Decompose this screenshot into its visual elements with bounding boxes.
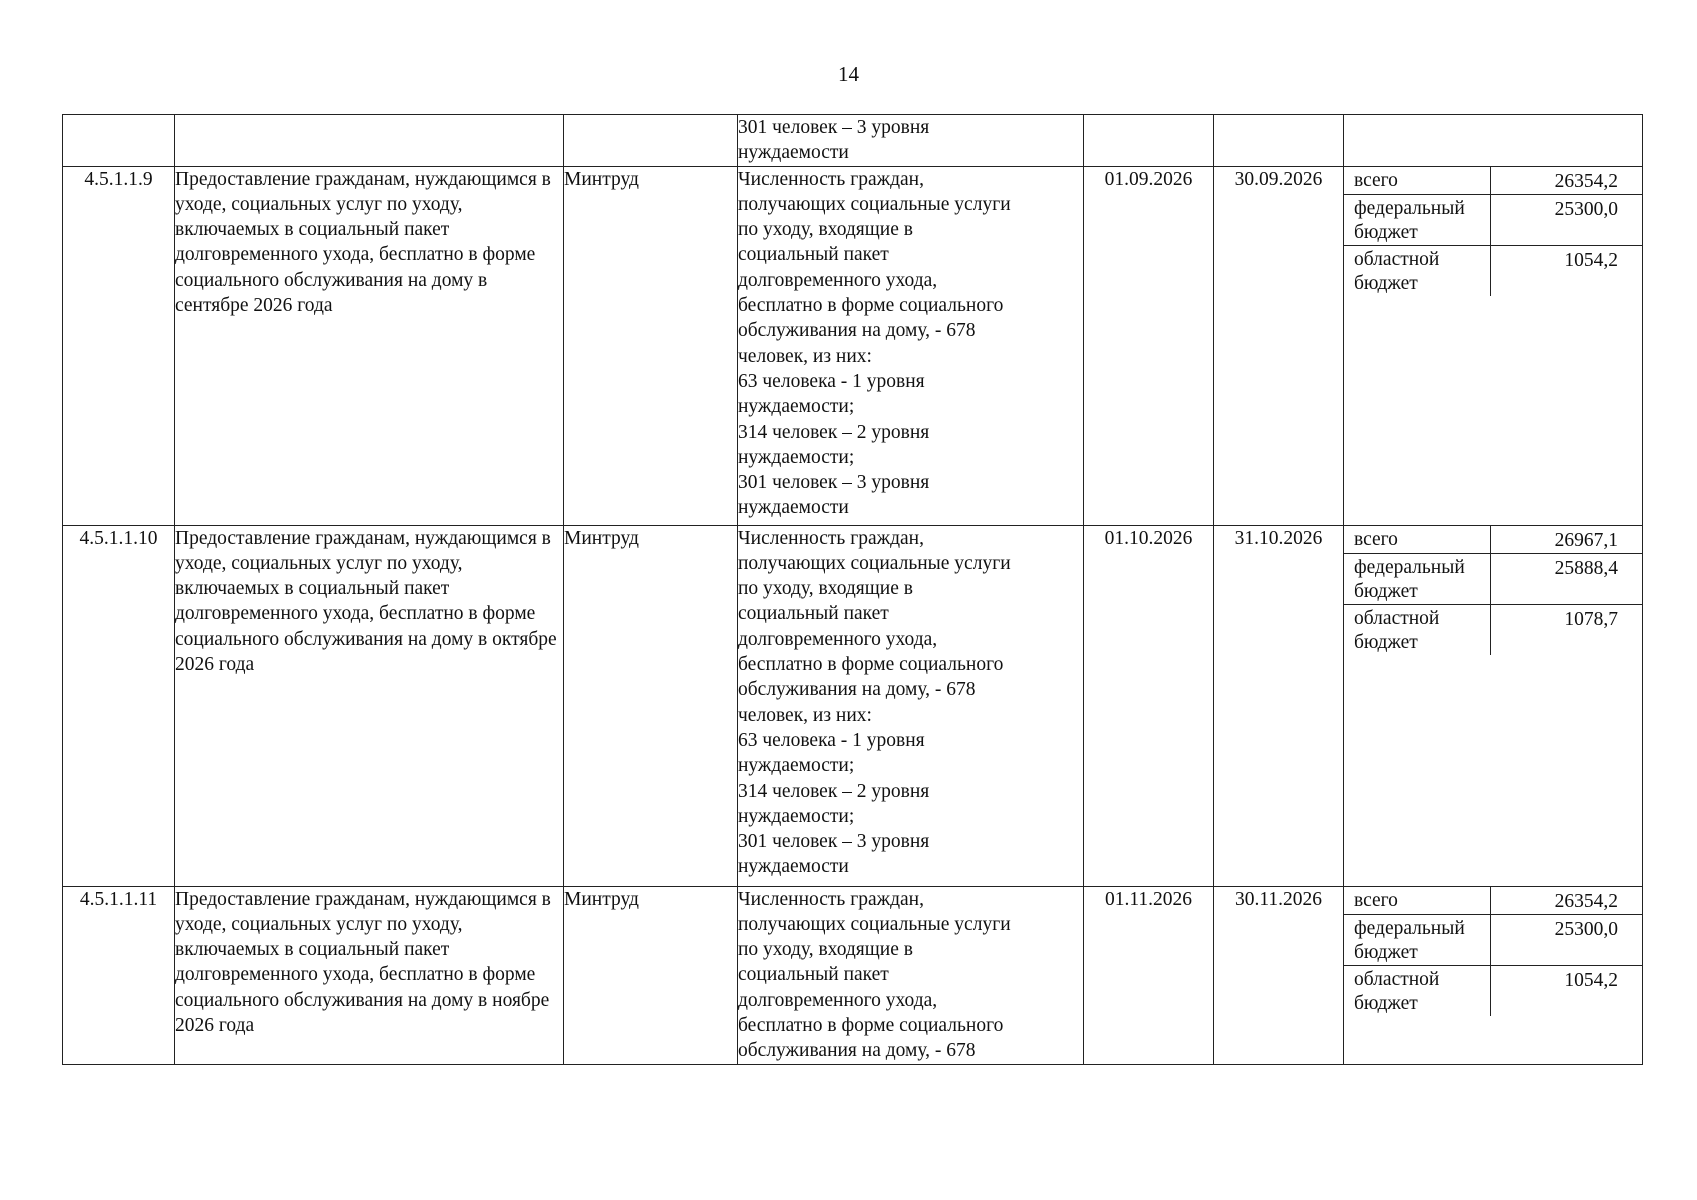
table-row [63,166,1643,525]
row-indicator: 301 человек – 3 уровня нуждаемости [738,115,1084,167]
row-indicator: Численность граждан, получающих социальные услуги по уходу, входящие в социальный пакет долговременного ухода, бесплатно в форме социального обслуживания на дому, - 678 человек, из них: 63 человека - 1 уровня нуждаемости; 314 человек – 2 уровня нуждаемости; 301 человек – 3 уровня нуждаемости [738,166,1084,525]
row-executor: Минтруд [564,886,738,1064]
row-end-date: 31.10.2026 [1214,525,1344,886]
page-number: 14 [838,62,859,86]
row-funding [1344,525,1643,886]
row-measure-name: Предоставление гражданам, нуждающимся в уходе, социальных услуг по уходу, включаемых в социальный пакет долговременного ухода, бесплатно в форме социального обслуживания на дому в сентябре 2026 года [175,166,564,525]
funding-label: областной бюджет [1344,965,1490,1016]
row-code: 4.5.1.1.9 [63,166,175,525]
funding-label: федеральный бюджет [1344,553,1490,604]
row-funding [1344,115,1643,167]
table-row [63,115,1643,167]
table-row [63,886,1643,1064]
row-code [63,115,175,167]
funding-row-total [1344,887,1642,915]
funding-row-regional [1344,245,1642,296]
funding-table [1344,887,1642,1016]
row-end-date: 30.11.2026 [1214,886,1344,1064]
funding-label: областной бюджет [1344,245,1490,296]
row-end-date: 30.09.2026 [1214,166,1344,525]
row-executor [564,115,738,167]
funding-amount: 26967,1 [1490,526,1642,554]
funding-row-total [1344,167,1642,195]
table-row [63,525,1643,886]
row-start-date: 01.09.2026 [1084,166,1214,525]
row-code: 4.5.1.1.10 [63,525,175,886]
funding-amount: 1054,2 [1490,965,1642,1016]
row-end-date [1214,115,1344,167]
funding-amount: 25888,4 [1490,553,1642,604]
funding-amount: 26354,2 [1490,167,1642,195]
funding-label: всего [1354,169,1398,191]
funding-label: федеральный бюджет [1344,914,1490,965]
row-start-date: 01.10.2026 [1084,525,1214,886]
row-measure-name: Предоставление гражданам, нуждающимся в уходе, социальных услуг по уходу, включаемых в социальный пакет долговременного ухода, бесплатно в форме социального обслуживания на дому в ноябре 2026 года [175,886,564,1064]
row-start-date: 01.11.2026 [1084,886,1214,1064]
funding-label: всего [1354,889,1398,911]
funding-row-federal [1344,914,1642,965]
row-measure-name [175,115,564,167]
funding-amount: 25300,0 [1490,914,1642,965]
funding-row-federal [1344,553,1642,604]
funding-row-federal [1344,194,1642,245]
funding-table [1344,526,1642,655]
row-indicator: Численность граждан, получающих социальные услуги по уходу, входящие в социальный пакет долговременного ухода, бесплатно в форме социального обслуживания на дому, - 678 [738,886,1084,1064]
funding-amount: 1078,7 [1490,604,1642,655]
funding-table [1344,167,1642,296]
funding-amount: 25300,0 [1490,194,1642,245]
funding-label: всего [1354,528,1398,550]
row-executor: Минтруд [564,525,738,886]
funding-label: областной бюджет [1344,604,1490,655]
funding-amount: 26354,2 [1490,887,1642,915]
funding-amount: 1054,2 [1490,245,1642,296]
funding-label: федеральный бюджет [1344,194,1490,245]
measures-table [62,114,1643,1065]
row-executor: Минтруд [564,166,738,525]
row-funding [1344,166,1643,525]
funding-row-regional [1344,965,1642,1016]
row-code: 4.5.1.1.11 [63,886,175,1064]
row-funding [1344,886,1643,1064]
row-indicator: Численность граждан, получающих социальные услуги по уходу, входящие в социальный пакет долговременного ухода, бесплатно в форме социального обслуживания на дому, - 678 человек, из них: 63 человека - 1 уровня нуждаемости; 314 человек – 2 уровня нуждаемости; 301 человек – 3 уровня нуждаемости [738,525,1084,886]
funding-row-total [1344,526,1642,554]
funding-row-regional [1344,604,1642,655]
row-measure-name: Предоставление гражданам, нуждающимся в уходе, социальных услуг по уходу, включаемых в социальный пакет долговременного ухода, бесплатно в форме социального обслуживания на дому в октябре 2026 года [175,525,564,886]
row-start-date [1084,115,1214,167]
